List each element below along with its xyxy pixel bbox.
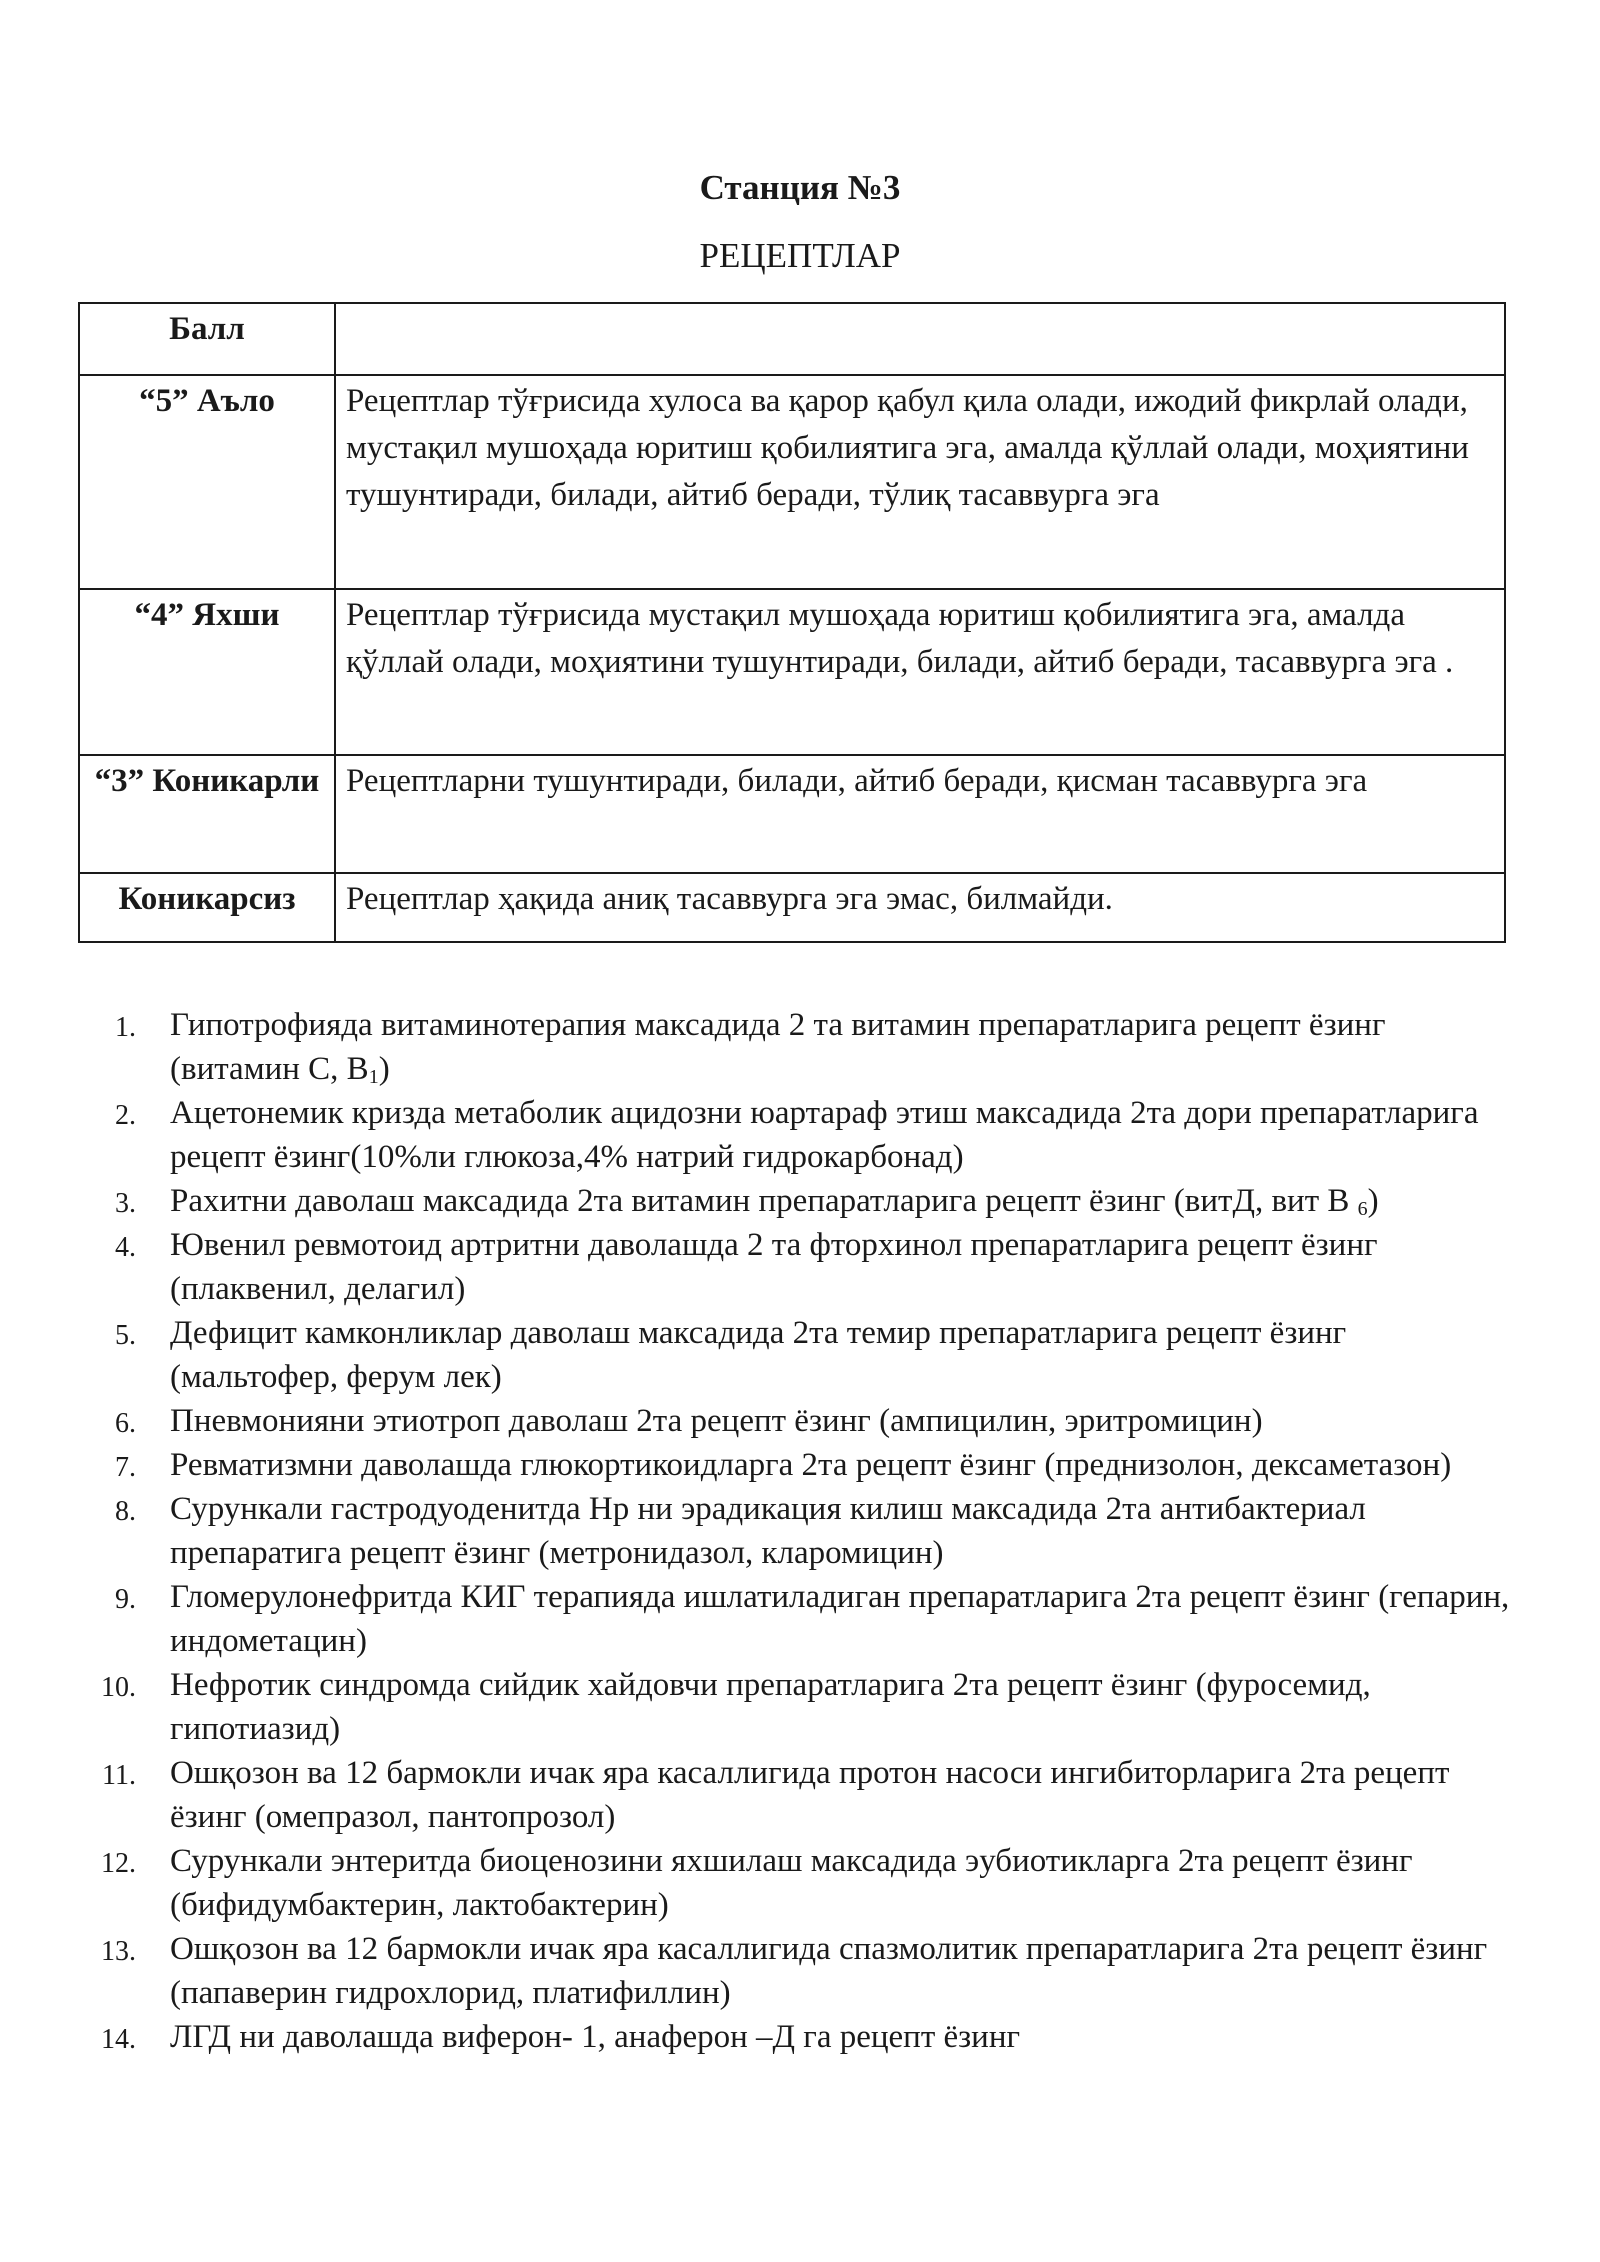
list-item <box>0 1443 1600 1487</box>
list-item-text: Ошқозон ва 12 бармокли ичак яра касаллигида протон насоси ингибиторларига 2та рецепт ёзинг (омепразол, пантопрозол) <box>170 1755 1450 1835</box>
list-item-number: 2. <box>115 1100 136 1131</box>
list-item-text: Ошқозон ва 12 бармокли ичак яра касаллигида спазмолитик препаратларига 2та рецепт ёзинг (папаверин гидрохлорид, платифиллин) <box>170 1931 1488 2011</box>
list-item <box>0 2015 1600 2059</box>
table-row <box>79 873 1505 942</box>
list-item <box>0 1223 1600 1311</box>
table-row <box>79 589 1505 755</box>
list-item-number: 11. <box>102 1760 136 1791</box>
list-item <box>0 1927 1600 2015</box>
list-item-number: 1. <box>115 1012 136 1043</box>
description-cell: Рецептлар тўғрисида мустақил мушоҳада юритиш қобилиятига эга, амалда қўллай олади, моҳиятини тушунтиради, билади, айтиб беради, тасаввурга эга . <box>335 589 1505 755</box>
list-item-text: Дефицит камконликлар даволаш максадида 2та темир препаратларига рецепт ёзинг (мальтофер, ферум лек) <box>170 1315 1347 1395</box>
description-column-header <box>335 303 1505 375</box>
list-item <box>0 1487 1600 1575</box>
score-column-header: Балл <box>79 303 335 375</box>
list-item <box>0 1003 1600 1091</box>
description-cell: Рецептлар тўғрисида хулоса ва қарор қабул қила олади, ижодий фикрлай олади, мустақил мушоҳада юритиш қобилиятига эга, амалда қўллай олади, моҳиятини тушунтиради, билади, айтиб беради, тўлиқ тасаввурга эга <box>335 375 1505 589</box>
list-item-number: 5. <box>115 1320 136 1351</box>
list-item <box>0 1575 1600 1663</box>
list-item-number: 9. <box>115 1584 136 1615</box>
list-item <box>0 1839 1600 1927</box>
list-item-number: 14. <box>101 2024 136 2055</box>
list-item-number: 8. <box>115 1496 136 1527</box>
list-item <box>0 1399 1600 1443</box>
list-item-number: 4. <box>115 1232 136 1263</box>
list-item-number: 3. <box>115 1188 136 1219</box>
score-cell: “3” Коникарли <box>79 755 335 873</box>
list-item-text: Сурункали энтеритда биоценозини яхшилаш максадида эубиотикларга 2та рецепт ёзинг (бифидумбактерин, лактобактерин) <box>170 1843 1413 1923</box>
description-cell: Рецептлар ҳақида аниқ тасаввурга эга эмас, билмайди. <box>335 873 1505 942</box>
list-item-number: 12. <box>101 1848 136 1879</box>
list-item-text: Сурункали гастродуоденитда Нр ни эрадикация килиш максадида 2та антибактериал препаратига рецепт ёзинг (метронидазол, кларомицин) <box>170 1491 1366 1571</box>
list-item <box>0 1091 1600 1179</box>
list-item-number: 13. <box>101 1936 136 1967</box>
list-item-text: Рахитни даволаш максадида 2та витамин препаратларига рецепт ёзинг (витД, вит В $_6$) <box>170 1183 1379 1220</box>
list-item-number: 10. <box>101 1672 136 1703</box>
table-row <box>79 755 1505 873</box>
list-item <box>0 1311 1600 1399</box>
list-item <box>0 1663 1600 1751</box>
subscript: 6 <box>1357 1198 1368 1220</box>
list-item-text: Нефротик синдромда сийдик хайдовчи препаратларига 2та рецепт ёзинг (фуросемид, гипотиазид) <box>170 1667 1371 1747</box>
list-item-number: 7. <box>115 1452 136 1483</box>
score-cell: Коникарсиз <box>79 873 335 942</box>
grading-table <box>78 302 1506 943</box>
table-row <box>79 375 1505 589</box>
subscript: 1 <box>368 1066 379 1088</box>
list-item-text: Пневмонияни этиотроп даволаш 2та рецепт ёзинг (ампицилин, эритромицин) <box>170 1403 1263 1439</box>
score-cell: “4” Яхши <box>79 589 335 755</box>
list-item-text: Ацетонемик кризда метаболик ацидозни юартараф этиш максадида 2та дори препаратларига рецепт ёзинг(10%ли глюкоза,4% натрий гидрокарбонад) <box>170 1095 1479 1175</box>
score-cell: “5” Аъло <box>79 375 335 589</box>
list-item-text: Ювенил ревмотоид артритни даволашда 2 та фторхинол препаратларига рецепт ёзинг (плаквенил, делагил) <box>170 1227 1378 1307</box>
description-cell: Рецептларни тушунтиради, билади, айтиб беради, қисман тасаввурга эга <box>335 755 1505 873</box>
list-item <box>0 1179 1600 1223</box>
list-item <box>0 1751 1600 1839</box>
list-item-text: Гипотрофияда витаминотерапия максадида 2 та витамин препаратларига рецепт ёзинг (витамин С, $В_1$) <box>170 1007 1386 1088</box>
page-title: Станция №3 <box>699 168 901 207</box>
list-item-text: Гломерулонефритда КИГ терапияда ишлатиладиган препаратларига 2та рецепт ёзинг (гепарин, индометацин) <box>170 1579 1510 1659</box>
list-item-text: Ревматизмни даволашда глюкортикоидларга 2та рецепт ёзинг (преднизолон, дексаметазон) <box>170 1447 1452 1483</box>
table-header-row <box>79 303 1505 375</box>
list-item-number: 6. <box>115 1408 136 1439</box>
task-list <box>0 1003 1600 2059</box>
page-subtitle: РЕЦЕПТЛАР <box>699 236 901 275</box>
list-item-text: ЛГД ни даволашда виферон- 1, анаферон –Д га рецепт ёзинг <box>170 2019 1021 2055</box>
